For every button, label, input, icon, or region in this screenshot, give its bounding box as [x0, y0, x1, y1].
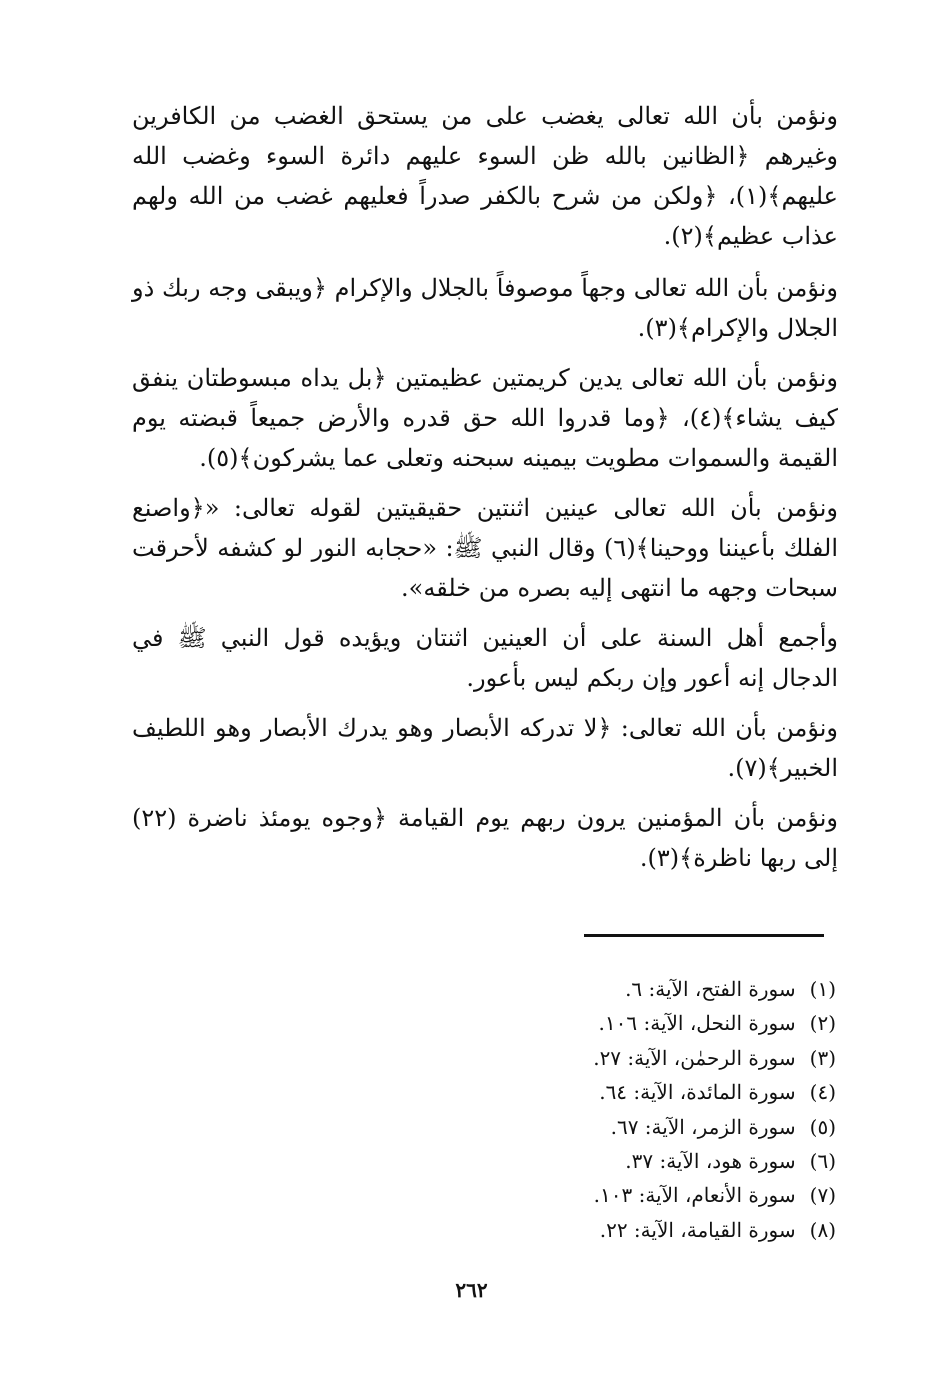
footnote-item: [132, 1144, 836, 1178]
footnote-number: (٨): [809, 1217, 836, 1242]
body-text: [132, 96, 838, 888]
footnote-item: [132, 1041, 836, 1075]
footnote-text: سورة الأنعام، الآية: ١٠٣.: [593, 1183, 796, 1208]
footnote-item: [132, 1178, 836, 1212]
paragraph-divine-face: ونؤمن بأن الله تعالى وجهاً موصوفاً بالجلال والإكرام ﴿ويبقى وجه ربك ذو الجلال والإكرام﴾(٣).: [132, 274, 838, 342]
page-number: ٢٦٢: [455, 1278, 488, 1302]
paragraph-vision: ونؤمن بأن الله تعالى: ﴿لا تدركه الأبصار وهو يدرك الأبصار وهو اللطيف الخبير﴾(٧).: [132, 714, 838, 782]
footnote-text: سورة هود، الآية: ٣٧.: [625, 1149, 796, 1174]
footnote-item: [132, 1006, 836, 1040]
footnote-text: سورة القيامة، الآية: ٢٢.: [599, 1217, 796, 1242]
footnote-text: سورة الرحمٰن، الآية: ٢٧.: [593, 1045, 796, 1070]
footnote-item: [132, 1213, 836, 1247]
footnote-item: [132, 1110, 836, 1144]
paragraph-divine-eyes: ونؤمن بأن الله تعالى عينين اثنتين حقيقيتين لقوله تعالى: «﴿واصنع الفلك بأعيننا ووحينا﴾(٦) وقال النبي ﷺ: «حجابه النور لو كشفه لأحرقت سبحات وجهه ما انتهى إليه بصره من خلقه».: [132, 494, 839, 602]
paragraph-consensus: وأجمع أهل السنة على أن العينين اثنتان ويؤيده قول النبي ﷺ في الدجال إنه أعور وإن ربكم ليس بأعور.: [132, 624, 838, 692]
footnote-number: (٤): [809, 1080, 836, 1105]
footnote-number: (٧): [809, 1183, 836, 1208]
paragraph-seeing-lord: ونؤمن بأن المؤمنين يرون ربهم يوم القيامة ﴿وجوه يومئذ ناضرة (٢٢) إلى ربها ناظرة﴾(٣).: [132, 804, 839, 872]
footnote-number: (٦): [809, 1149, 836, 1174]
footnote-number: (٣): [809, 1045, 836, 1070]
footnote-text: سورة النحل، الآية: ١٠٦.: [598, 1011, 796, 1036]
footnote-number: (٥): [809, 1114, 836, 1139]
footnote-separator: [584, 934, 824, 937]
footnote-number: (١): [809, 977, 836, 1001]
paragraph-divine-anger: ونؤمن بأن الله تعالى يغضب على من يستحق الغضب من الكافرين وغيرهم ﴿الظانين بالله ظن السوء عليهم دائرة السوء وغضب الله عليهم﴾(١)، ﴿ولكن من شرح بالكفر صدراً فعليهم غضب من الله ولهم عذاب عظيم﴾(٢).: [132, 102, 838, 250]
footnotes-list: [132, 972, 836, 1247]
footnote-number: (٢): [809, 1011, 836, 1036]
paragraph-divine-hands: ونؤمن بأن الله تعالى يدين كريمتين عظيمتين ﴿بل يداه مبسوطتان ينفق كيف يشاء﴾(٤)، ﴿وما قدروا الله حق قدره والأرض جميعاً قبضته يوم القيمة والسموات مطويت بيمينه سبحنه وتعلى عما يشركون﴾(٥).: [132, 364, 838, 472]
footnote-item: [132, 972, 836, 1006]
footnote-text: سورة الزمر، الآية: ٦٧.: [610, 1114, 796, 1139]
footnote-text: سورة المائدة، الآية: ٦٤.: [599, 1080, 796, 1105]
footnote-text: سورة الفتح، الآية: ٦.: [625, 977, 796, 1001]
footnote-item: [132, 1075, 836, 1109]
